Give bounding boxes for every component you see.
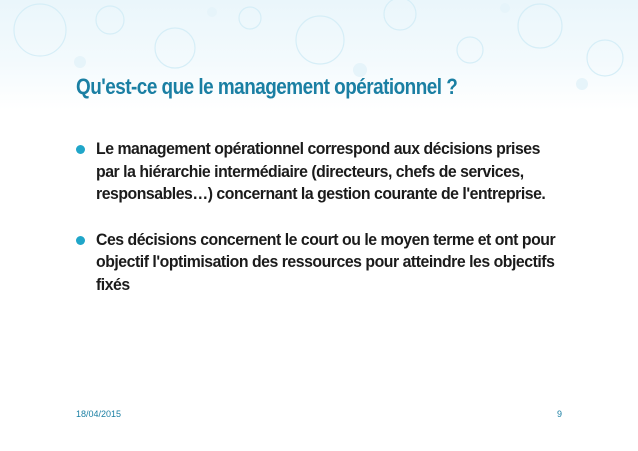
bullet-dot-icon — [76, 236, 85, 245]
bullet-list — [74, 138, 594, 296]
bullet-item — [74, 138, 594, 206]
bullet-dot-icon — [76, 145, 85, 154]
footer-date: 18/04/2015 — [76, 409, 122, 419]
decorative-bubbles — [0, 0, 638, 120]
page-number: 9 — [556, 409, 562, 419]
bullet-text: Le management opérationnel correspond aux décisions prises par la hiérarchie intermédiaire (directeurs, chefs de services, responsables…) concernant la gestion courante de l'entreprise. — [96, 139, 546, 203]
bullet-text: Ces décisions concernent le court ou le moyen terme et ont pour objectif l'optimisation des ressources pour atteindre les objectifs fixés — [96, 229, 556, 294]
slide-title: Qu'est-ce que le management opérationnel ? — [76, 74, 458, 99]
bullet-item — [74, 229, 594, 297]
